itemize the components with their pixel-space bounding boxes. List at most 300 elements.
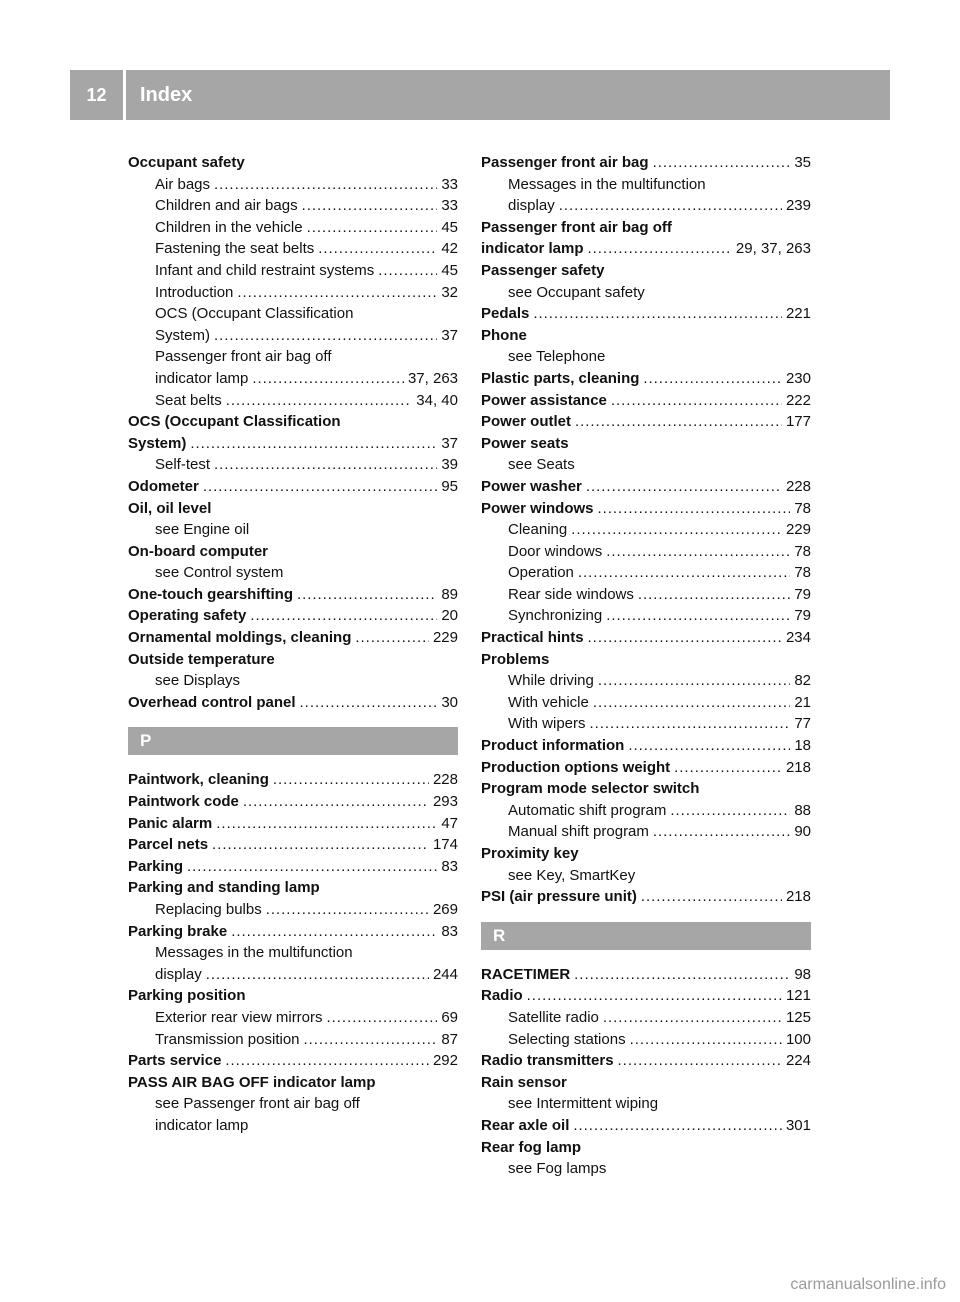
dot-leader [573, 1115, 782, 1137]
entry-label: Power assistance [481, 391, 607, 409]
index-subentry-text [128, 1115, 458, 1137]
page-reference[interactable]: 39 [441, 456, 458, 474]
index-group [128, 769, 458, 1136]
watermark: carmanualsonline.info [790, 1276, 946, 1293]
dot-leader [559, 195, 782, 217]
page-reference[interactable]: 77 [794, 715, 811, 733]
entry-label: Infant and child restraint systems [155, 261, 375, 279]
index-entry [128, 1050, 458, 1072]
index-subentry [481, 1007, 811, 1029]
page-reference[interactable]: 18 [794, 737, 811, 755]
page-reference[interactable]: 98 [794, 965, 811, 983]
dot-leader [670, 800, 790, 822]
page-reference[interactable]: 82 [794, 672, 811, 690]
page-reference[interactable]: 100 [785, 1030, 811, 1048]
dot-leader [653, 152, 791, 174]
page-reference[interactable]: 37 [441, 326, 458, 344]
index-entry [128, 627, 458, 649]
index-subentry [481, 692, 811, 714]
index-subentry [128, 368, 458, 390]
entry-label: System) [155, 326, 211, 344]
entry-label: Practical hints [481, 629, 584, 647]
index-group [481, 152, 811, 908]
index-entry [481, 757, 811, 779]
index-column-right [481, 152, 811, 1180]
index-subentry [481, 541, 811, 563]
page-header [70, 70, 890, 120]
entry-label: RACETIMER [481, 965, 571, 983]
page-reference[interactable]: 79 [794, 585, 811, 603]
entry-label: Occupant safety [128, 154, 245, 171]
index-entry [481, 627, 811, 649]
dot-leader [578, 562, 790, 584]
dot-leader [206, 964, 429, 986]
page-reference[interactable]: 90 [794, 823, 811, 841]
entry-label: Radio [481, 987, 523, 1005]
dot-leader [297, 584, 437, 606]
entry-label: On-board computer [128, 542, 269, 560]
dot-leader [378, 260, 437, 282]
index-entry-heading [481, 843, 811, 865]
entry-label: Problems [481, 650, 550, 668]
page-reference[interactable]: 37, 263 [407, 369, 458, 387]
page-reference[interactable]: 221 [785, 305, 811, 323]
dot-leader [590, 713, 791, 735]
page-reference[interactable]: 174 [432, 836, 458, 854]
index-entry-heading [128, 1072, 458, 1094]
index-subentry [128, 964, 458, 986]
index-entry-heading [481, 433, 811, 455]
index-entry [128, 476, 458, 498]
entry-label: Proximity key [481, 845, 579, 862]
index-subentry-text [128, 942, 458, 964]
index-subentry-text [481, 865, 811, 887]
page-reference[interactable]: 29, 37, 263 [735, 240, 811, 258]
entry-label: Messages in the multifunction [508, 175, 706, 193]
index-entry-heading [481, 260, 811, 282]
index-subentry [128, 238, 458, 260]
dot-leader [214, 325, 437, 347]
entry-label: Messages in the multifunction [155, 944, 353, 962]
dot-leader [643, 368, 782, 390]
page-reference[interactable]: 244 [432, 965, 458, 983]
index-entry-heading [481, 217, 811, 239]
dot-leader [527, 985, 782, 1007]
entry-label: indicator lamp [155, 369, 249, 387]
page-reference[interactable]: 69 [441, 1008, 458, 1026]
entry-label: see Seats [508, 456, 575, 474]
dot-leader [533, 303, 782, 325]
entry-label: With vehicle [508, 693, 589, 711]
index-entry-heading [128, 498, 458, 520]
dot-leader [674, 757, 782, 779]
index-entry-heading [128, 152, 458, 174]
entry-label: Parking and standing lamp [128, 879, 320, 897]
index-entry [128, 834, 458, 856]
index-subentry [128, 1007, 458, 1029]
index-entry-heading [128, 985, 458, 1007]
page-reference[interactable]: 83 [441, 857, 458, 875]
entry-label: Product information [481, 737, 625, 755]
page-reference[interactable]: 218 [785, 758, 811, 776]
entry-label: Rear fog lamp [481, 1138, 582, 1156]
dot-leader [618, 1050, 782, 1072]
index-subentry [128, 174, 458, 196]
page-reference[interactable]: 293 [432, 793, 458, 811]
entry-label: Paintwork, cleaning [128, 771, 269, 789]
index-subentry [128, 454, 458, 476]
dot-leader [588, 627, 782, 649]
entry-label: Plastic parts, cleaning [481, 369, 640, 387]
dot-leader [327, 1007, 438, 1029]
page-reference[interactable]: 224 [785, 1052, 811, 1070]
page-reference[interactable]: 30 [441, 693, 458, 711]
entry-label: Outside temperature [128, 650, 275, 668]
entry-label: see Intermittent wiping [508, 1095, 659, 1113]
entry-label: Power seats [481, 434, 569, 452]
page-reference[interactable]: 269 [432, 901, 458, 918]
entry-label: indicator lamp [481, 240, 584, 258]
entry-label: Selecting stations [508, 1030, 626, 1048]
entry-label: Automatic shift program [508, 801, 667, 819]
index-entry-heading [128, 411, 458, 433]
index-entry [481, 476, 811, 498]
index-subentry [481, 519, 811, 541]
dot-leader [588, 238, 732, 260]
page-reference[interactable]: 78 [794, 564, 811, 582]
index-subentry [128, 899, 458, 921]
entry-label: see Telephone [508, 348, 606, 366]
index-subentry [128, 390, 458, 412]
entry-label: While driving [508, 672, 594, 690]
entry-label: Rear axle oil [481, 1116, 570, 1134]
index-subentry-text [481, 346, 811, 368]
dot-leader [266, 899, 429, 921]
entry-label: Paintwork code [128, 793, 239, 811]
dot-leader [250, 605, 437, 627]
index-entry [481, 985, 811, 1007]
dot-leader [598, 498, 791, 520]
index-subentry [481, 562, 811, 584]
entry-label: Ornamental moldings, cleaning [128, 629, 352, 647]
entry-label: With wipers [508, 715, 586, 733]
entry-label: Children and air bags [155, 197, 298, 215]
index-entry [481, 238, 811, 260]
index-entry-heading [481, 1137, 811, 1159]
page-reference[interactable]: 292 [432, 1052, 458, 1070]
dot-leader [641, 886, 782, 908]
page-reference[interactable]: 78 [794, 499, 811, 517]
entry-label: see Control system [155, 564, 284, 582]
entry-label: see Engine oil [155, 521, 250, 539]
entry-label: Parking brake [128, 922, 228, 940]
index-subentry [128, 1029, 458, 1051]
entry-label: System) [128, 434, 187, 452]
index-subentry [128, 260, 458, 282]
index-entry [481, 886, 811, 908]
index-subentry-text [481, 1158, 811, 1180]
index-subentry-text [481, 174, 811, 196]
index-entry [481, 411, 811, 433]
page-reference[interactable]: 95 [441, 477, 458, 495]
entry-label: see Key, SmartKey [508, 866, 636, 884]
entry-label: Pedals [481, 305, 530, 323]
entry-label: Rain sensor [481, 1073, 567, 1091]
entry-label: Self-test [155, 456, 211, 474]
index-entry [128, 921, 458, 943]
index-entry [128, 856, 458, 878]
dot-leader [187, 856, 437, 878]
page-reference[interactable]: 218 [785, 888, 811, 906]
entry-label: Odometer [128, 477, 199, 495]
page-reference[interactable]: 87 [441, 1030, 458, 1048]
index-entry-heading [481, 649, 811, 671]
entry-label: Cleaning [508, 521, 568, 539]
index-subentry [481, 584, 811, 606]
index-subentry-text [128, 670, 458, 692]
page-number: 12 [70, 70, 126, 120]
index-subentry-text [481, 1093, 811, 1115]
dot-leader [302, 195, 438, 217]
page-reference[interactable]: 229 [432, 629, 458, 647]
entry-label: Passenger front air bag off [481, 218, 672, 236]
dot-leader [575, 411, 782, 433]
entry-label: see Passenger front air bag off [155, 1095, 360, 1113]
dot-leader [638, 584, 790, 606]
index-entry [128, 605, 458, 627]
index-group [481, 964, 811, 1180]
entry-label: OCS (Occupant Classification [155, 305, 354, 323]
index-subentry [481, 1029, 811, 1051]
entry-label: One-touch gearshifting [128, 585, 293, 603]
entry-label: Power windows [481, 499, 594, 517]
index-subentry [481, 713, 811, 735]
entry-label: Production options weight [481, 758, 671, 776]
index-subentry-text [481, 282, 811, 304]
entry-label: Operation [508, 564, 574, 582]
entry-label: OCS (Occupant Classification [128, 413, 341, 431]
index-group [128, 152, 458, 713]
page-reference[interactable]: 42 [441, 240, 458, 258]
page-reference[interactable]: 125 [785, 1008, 811, 1026]
index-subentry [128, 217, 458, 239]
page-reference[interactable]: 20 [441, 607, 458, 625]
dot-leader [307, 217, 438, 239]
index-entry [481, 390, 811, 412]
dot-leader [252, 368, 404, 390]
entry-label: Exterior rear view mirrors [155, 1008, 323, 1026]
dot-leader [606, 541, 790, 563]
entry-label: PSI (air pressure unit) [481, 888, 637, 906]
index-entry [128, 584, 458, 606]
entry-label: Power washer [481, 477, 582, 495]
dot-leader [237, 282, 437, 304]
entry-label: see Occupant safety [508, 283, 645, 301]
index-entry [481, 964, 811, 986]
page-reference[interactable]: 45 [441, 218, 458, 236]
dot-leader [603, 1007, 782, 1029]
page-reference[interactable]: 37 [441, 434, 458, 452]
index-subentry [481, 670, 811, 692]
section-letter: R [493, 925, 506, 945]
dot-leader [593, 692, 790, 714]
entry-label: Overhead control panel [128, 693, 296, 711]
entry-label: Passenger safety [481, 261, 605, 279]
page-reference[interactable]: 230 [785, 369, 811, 387]
page-reference[interactable]: 222 [785, 391, 811, 409]
index-subentry [481, 605, 811, 627]
dot-leader [571, 519, 782, 541]
dot-leader [212, 834, 429, 856]
entry-label: Replacing bulbs [155, 901, 262, 918]
entry-label: Passenger front air bag off [155, 348, 332, 366]
dot-leader [243, 791, 429, 813]
entry-label: PASS AIR BAG OFF indicator lamp [128, 1073, 376, 1091]
index-entry [481, 735, 811, 757]
index-entry [128, 433, 458, 455]
entry-label: display [508, 197, 555, 215]
entry-label: Transmission position [155, 1030, 300, 1048]
dot-leader [203, 476, 437, 498]
dot-leader [226, 390, 413, 412]
page-reference[interactable]: 21 [794, 693, 811, 711]
index-entry-heading [128, 649, 458, 671]
entry-label: Parking [128, 857, 184, 875]
entry-label: Manual shift program [508, 823, 649, 841]
index-entry-heading [481, 778, 811, 800]
entry-label: Oil, oil level [128, 499, 212, 517]
section-letter: P [140, 731, 152, 751]
dot-leader [190, 433, 437, 455]
dot-leader [214, 174, 437, 196]
index-subentry-text [128, 1093, 458, 1115]
entry-label: see Displays [155, 672, 241, 690]
page-reference[interactable]: 47 [441, 814, 458, 832]
dot-leader [574, 964, 790, 986]
page-reference[interactable]: 177 [785, 413, 811, 431]
index-subentry [481, 800, 811, 822]
entry-label: Seat belts [155, 391, 222, 409]
index-subentry-text [128, 303, 458, 325]
entry-label: Rear side windows [508, 585, 634, 603]
page-reference[interactable]: 239 [785, 197, 811, 215]
entry-label: Satellite radio [508, 1008, 599, 1026]
page-reference[interactable]: 79 [794, 607, 811, 625]
page-reference[interactable]: 33 [441, 175, 458, 193]
index-subentry-text [128, 519, 458, 541]
index-subentry [128, 325, 458, 347]
index-subentry-text [481, 454, 811, 476]
index-entry [128, 692, 458, 714]
index-subentry-text [128, 346, 458, 368]
index-entry [481, 368, 811, 390]
dot-leader [318, 238, 437, 260]
entry-label: Parcel nets [128, 836, 209, 854]
page-title: Index [140, 83, 193, 106]
dot-leader [216, 813, 437, 835]
dot-leader [611, 390, 782, 412]
entry-label: display [155, 965, 202, 983]
page-reference[interactable]: 32 [441, 283, 458, 301]
index-entry-heading [481, 1072, 811, 1094]
index-entry [128, 813, 458, 835]
index-subentry [481, 821, 811, 843]
dot-leader [304, 1029, 438, 1051]
index-subentry [128, 195, 458, 217]
dot-leader [628, 735, 790, 757]
index-subentry [128, 282, 458, 304]
page-reference[interactable]: 228 [785, 477, 811, 495]
entry-label: indicator lamp [155, 1116, 249, 1134]
dot-leader [606, 605, 790, 627]
page-reference[interactable]: 89 [441, 585, 458, 603]
page-reference[interactable]: 121 [785, 987, 811, 1005]
entry-label: Phone [481, 326, 527, 344]
entry-label: Operating safety [128, 607, 247, 625]
index-entry [481, 1115, 811, 1137]
page-reference[interactable]: 234 [785, 629, 811, 647]
page-reference[interactable]: 34, 40 [416, 391, 458, 409]
dot-leader [231, 921, 437, 943]
index-entry [481, 498, 811, 520]
entry-label: Radio transmitters [481, 1052, 614, 1070]
index-entry [128, 769, 458, 791]
page-reference[interactable]: 35 [794, 154, 811, 171]
dot-leader [225, 1050, 429, 1072]
entry-label: Power outlet [481, 413, 572, 431]
section-header-r [481, 922, 811, 950]
entry-label: Passenger front air bag [481, 154, 649, 171]
entry-label: Synchronizing [508, 607, 603, 625]
index-entry [481, 1050, 811, 1072]
index-entry [128, 791, 458, 813]
page-reference[interactable]: 229 [785, 521, 811, 539]
entry-label: Introduction [155, 283, 234, 301]
entry-label: Door windows [508, 542, 603, 560]
dot-leader [586, 476, 782, 498]
dot-leader [214, 454, 437, 476]
index-entry-heading [128, 877, 458, 899]
page-reference[interactable]: 78 [794, 542, 811, 560]
index-entry-heading [128, 541, 458, 563]
dot-leader [300, 692, 438, 714]
page-reference[interactable]: 88 [794, 801, 811, 819]
section-header-p [128, 727, 458, 755]
dot-leader [355, 627, 429, 649]
entry-label: Panic alarm [128, 814, 213, 832]
dot-leader [598, 670, 790, 692]
entry-label: Fastening the seat belts [155, 240, 315, 258]
entry-label: Program mode selector switch [481, 780, 700, 798]
entry-label: see Fog lamps [508, 1160, 607, 1178]
entry-label: Children in the vehicle [155, 218, 303, 236]
index-subentry-text [128, 562, 458, 584]
index-column-left [128, 152, 458, 1137]
page-reference[interactable]: 45 [441, 261, 458, 279]
index-entry [481, 152, 811, 174]
index-entry [481, 303, 811, 325]
page-reference[interactable]: 83 [441, 922, 458, 940]
page-reference[interactable]: 33 [441, 197, 458, 215]
dot-leader [273, 769, 429, 791]
index-entry-heading [481, 325, 811, 347]
index-subentry [481, 195, 811, 217]
page-reference[interactable]: 301 [785, 1116, 811, 1134]
dot-leader [630, 1029, 782, 1051]
entry-label: Parking position [128, 987, 246, 1005]
page-reference[interactable]: 228 [432, 771, 458, 789]
dot-leader [653, 821, 790, 843]
